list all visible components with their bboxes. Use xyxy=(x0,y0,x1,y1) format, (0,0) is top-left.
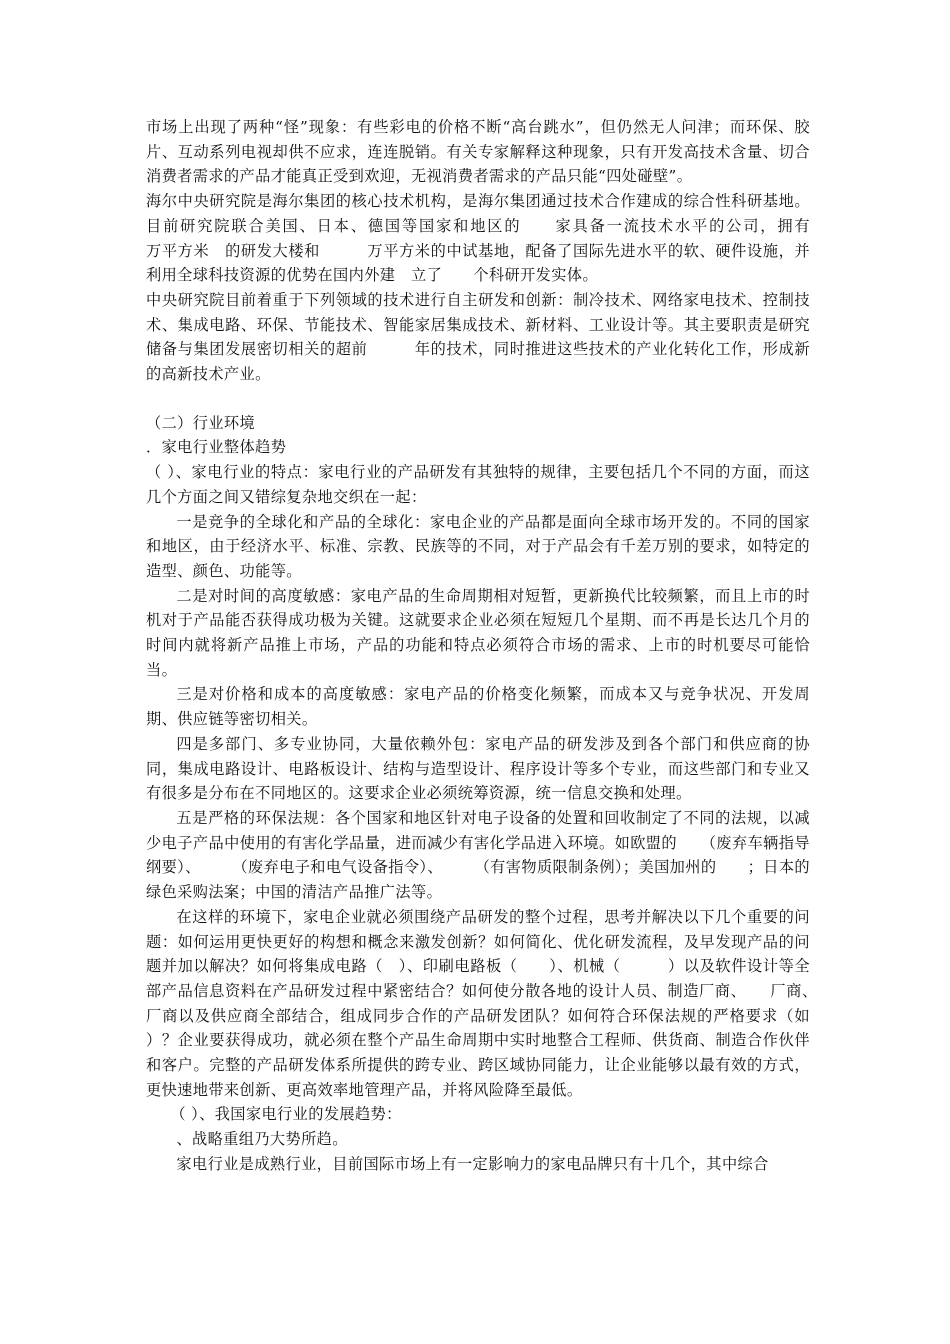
paragraph-environment-questions: 在这样的环境下，家电企业就必须围绕产品研发的整个过程，思考并解决以下几个重要的问题：如何运用更快更好的构想和概念来激发创新？如何简化、优化研发流程，及早发现产品的问题并加以解决？如何将集成电路（ ）、印刷电路板（ ）、机械（ ）以及软件设计等全部产品信息资料在产品研发过程中紧密结合？如何使分散各地的设计人员、制造厂商、 厂商、 厂商以及供应商全部结合，组成同步合作的产品研发团队？如何符合环保法规的严格要求（如 ）？企业要获得成功，就必须在整个产品生命周期中实时地整合工程师、供货商、制造合作伙伴和客户。完整的产品研发体系所提供的跨专业、跨区域协同能力，让企业能够以最有效的方式，更快速地带来创新、更高效率地管理产品，并将风险降至最低。 xyxy=(146,907,888,1099)
paragraph-point-environmental-regulation: 五是严格的环保法规：各个国家和地区针对电子设备的处置和回收制定了不同的法规，以减少电子产品中使用的有害化学品量，进而减少有害化学品进入环境。如欧盟的 （废弃车辆指导纲要）、 （废弃电子和电气设备指令）、 （有害物质限制条例）；美国加州的 ；日本的绿色采购法案；中国的清洁产品推广法等。 xyxy=(146,808,810,902)
paragraph-research-focus: 中央研究院目前着重于下列领域的技术进行自主研发和创新：制冷技术、网络家电技术、控制技术、集成电路、环保、节能技术、智能家居集成技术、新材料、工业设计等。其主要职责是研究储备与集团发展密切相关的超前 年的技术，同时推进这些技术的产业化转化工作，形成新的高新技术产业。 xyxy=(146,290,810,384)
blank-line xyxy=(146,387,810,411)
paragraph-trend-restructuring: 、战略重组乃大势所趋。 xyxy=(176,1130,348,1149)
paragraph-haier-research-institute: 海尔中央研究院是海尔集团的核心技术机构，是海尔集团通过技术合作建成的综合性科研基地。目前研究院联合美国、日本、德国等国家和地区的 家具备一流技术水平的公司，拥有 万平方米 的研发大楼和 万平方米的中试基地，配备了国际先进水平的软、硬件设施，并利用全球科技资源的优势在国内外建 立了 个科研开发实体。 xyxy=(146,192,857,285)
paragraph-development-trend-title: （ ）、我国家电行业的发展趋势： xyxy=(170,1105,402,1124)
paragraph-point-time-sensitivity: 二是对时间的高度敏感：家电产品的生命周期相对短暂，更新换代比较频繁，而且上市的时机对于产品能否获得成功极为关键。这就要求企业必须在短短几个星期、而不再是长达几个月的时间内就将新产品推上市场，产品的功能和特点必须符合市场的需求、上市的时机要尽可能恰当。 xyxy=(146,586,810,679)
subsection-title: ．家电行业整体趋势 xyxy=(146,438,287,457)
paragraph-point-collaboration: 四是多部门、多专业协同，大量依赖外包：家电产品的研发涉及到各个部门和供应商的协同，集成电路设计、电路板设计、结构与造型设计、程序设计等多个专业，而这些部门和专业又有很多是分布在不同地区的。这要求企业必须统筹资源，统一信息交换和处理。 xyxy=(146,734,810,803)
paragraph-mature-industry: 家电行业是成熟行业，目前国际市场上有一定影响力的家电品牌只有十几个，其中综合 xyxy=(176,1154,769,1173)
section-title: （二）行业环境 xyxy=(146,413,256,432)
paragraph-point-globalization: 一是竞争的全球化和产品的全球化：家电企业的产品都是面向全球市场开发的。不同的国家和地区，由于经济水平、标准、宗教、民族等的不同，对于产品会有千差万别的要求，如特定的造型、颜色、功能等。 xyxy=(146,512,810,580)
paragraph-point-price-sensitivity: 三是对价格和成本的高度敏感：家电产品的价格变化频繁，而成本又与竞争状况、开发周期、供应链等密切相关。 xyxy=(146,685,810,729)
paragraph-market-phenomenon: 市场上出现了两种“怪”现象：有些彩电的价格不断“高台跳水”，但仍然无人问津；而环保、胶片、互动系列电视却供不应求，连连脱销。有关专家解释这种现象，只有开发高技术含量、切合消费者需求的产品才能真正受到欢迎，无视消费者需求的产品只能“四处碰壁”。 xyxy=(146,118,810,186)
document-page xyxy=(146,115,888,1177)
paragraph-industry-features: （ ）、家电行业的特点：家电行业的产品研发有其独特的规律，主要包括几个不同的方面，而这几个方面之间又错综复杂地交织在一起： xyxy=(146,463,810,506)
